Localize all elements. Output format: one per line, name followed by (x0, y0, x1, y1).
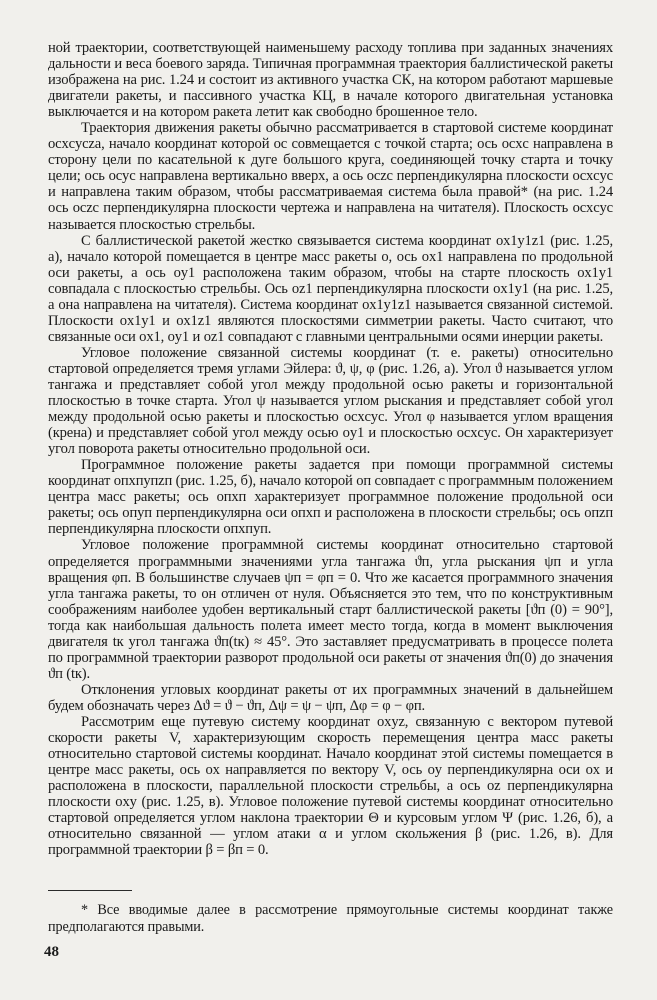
paragraph-4: Угловое положение связанной системы координат (т. е. ракеты) относительно стартовой определяется тремя углами Эйлера: ϑ, ψ, φ (рис. 1.26, а). Угол ϑ называется углом тангажа и представляет собой угол между продольной осью ракеты и горизонтальной плоскостью в точке старта. Угол ψ называется углом рыскания и представляет собой угол между продольной осью ракеты и плоскостью ocxcyc. Угол φ называется углом вращения (крена) и представляет собой угол между осью oy1 и плоскостью ocxcyc. Он характеризует угол поворота ракеты относительно продольной оси. (48, 344, 613, 458)
paragraph-1: ной траектории, соответствующей наименьшему расходу топлива при заданных значениях дальности и веса боевого заряда. Типичная программная траектория баллистической ракеты изображена на рис. 1.24 и состоит из активного участка СК, на котором работают маршевые двигатели ракеты, и пассивного участка КЦ, в начале которого двигательная установка выключается и на котором ракета летит как свободно брошенное тело. (48, 40, 613, 121)
paragraph-7: Отклонения угловых координат ракеты от их программных значений в дальнейшем будем обозначать через Δϑ = ϑ − ϑп, Δψ = ψ − ψп, Δφ = φ − φп. (48, 681, 613, 714)
footnote-divider (48, 890, 132, 891)
paragraph-8: Рассмотрим еще путевую систему координат oxyz, связанную с вектором путевой скорости ракеты V, характеризующим скорость перемещения центра масс ракеты относительно стартовой системы координат. Начало координат этой системы помещается в центре масс ракеты, ось ox направляется по вектору V, ось oy перпендикулярна оси ox и расположена в плоскости, параллельной плоскости стрельбы, а ось oz перпендикулярна плоскости oxy (рис. 1.25, в). Угловое положение путевой системы координат относительно стартовой определяется углом наклона траектории Θ и курсовым углом Ψ (рис. 1.26, б), а относительно связанной — углом атаки α и углом скольжения β (рис. 1.26, в). Для программной траектории β = βп = 0. (48, 713, 613, 859)
main-text (48, 40, 613, 858)
paragraph-2: Траектория движения ракеты обычно рассматривается в стартовой системе координат ocxcycza, начало координат которой oc совмещается с точкой старта; ось ocxc направлена в сторону цели по касательной к дуге большого круга, соединяющей точку старта и точку цели; ось ocyc направлена вертикально вверх, а ось oczc перпендикулярна плоскости ocxcyc и направлена таким образом, чтобы рассматриваемая система была правой* (на рис. 1.24 ось oczc перпендикулярна плоскости чертежа и направлена на читателя). Плоскость ocxcyc называется плоскостью стрельбы. (48, 120, 613, 233)
footnote: * Все вводимые далее в рассмотрение прямоугольные системы координат также предполагаются правыми. (48, 902, 613, 935)
paragraph-5: Программное положение ракеты задается при помощи программной системы координат oпxпyпzп (рис. 1.25, б), начало которой oп совпадает с программным положением центра масс ракеты; ось oпxп характеризует программное положение продольной оси ракеты; ось oпyп перпендикулярна оси oпxп и расположена в плоскости стрельбы; ось oпzп перпендикулярна плоскости oпxпyп. (48, 457, 613, 538)
paragraph-3: С баллистической ракетой жестко связывается система координат ox1y1z1 (рис. 1.25, а), начало которой помещается в центре масс ракеты o, ось ox1 направлена по продольной оси ракеты, а ось oy1 расположена таким образом, чтобы на старте плоскость ox1y1 совпадала с плоскостью стрельбы. Ось oz1 перпендикулярна плоскости ox1y1 (на рис. 1.25, а она направлена на читателя). Система координат ox1y1z1 называется связанной системой. Плоскости ox1y1 и ox1z1 являются плоскостями симметрии ракеты. Часто считают, что связанные оси ox1, oy1 и oz1 совпадают с главными центральными осями инерции ракеты. (48, 232, 613, 345)
page-number: 48 (44, 944, 59, 960)
paragraph-6: Угловое положение программной системы координат относительно стартовой определяется программными значениями угла тангажа ϑп, угла рыскания ψп и угла вращения φп. В большинстве случаев ψп = φп = 0. Что же касается программного значения угла тангажа ракеты, то он отличен от нуля. Объясняется это тем, что по конструктивным соображениям наиболее удобен вертикальный старт баллистической ракеты [ϑп (0) = 90°], тогда как наибольшая дальность полета имеет место тогда, когда в момент выключения двигателя tк угол тангажа ϑп(tк) ≈ 45°. Это заставляет предусматривать в процессе полета по программной траектории разворот продольной оси ракеты от значения ϑп(0) до значения ϑп (tк). (48, 537, 613, 682)
